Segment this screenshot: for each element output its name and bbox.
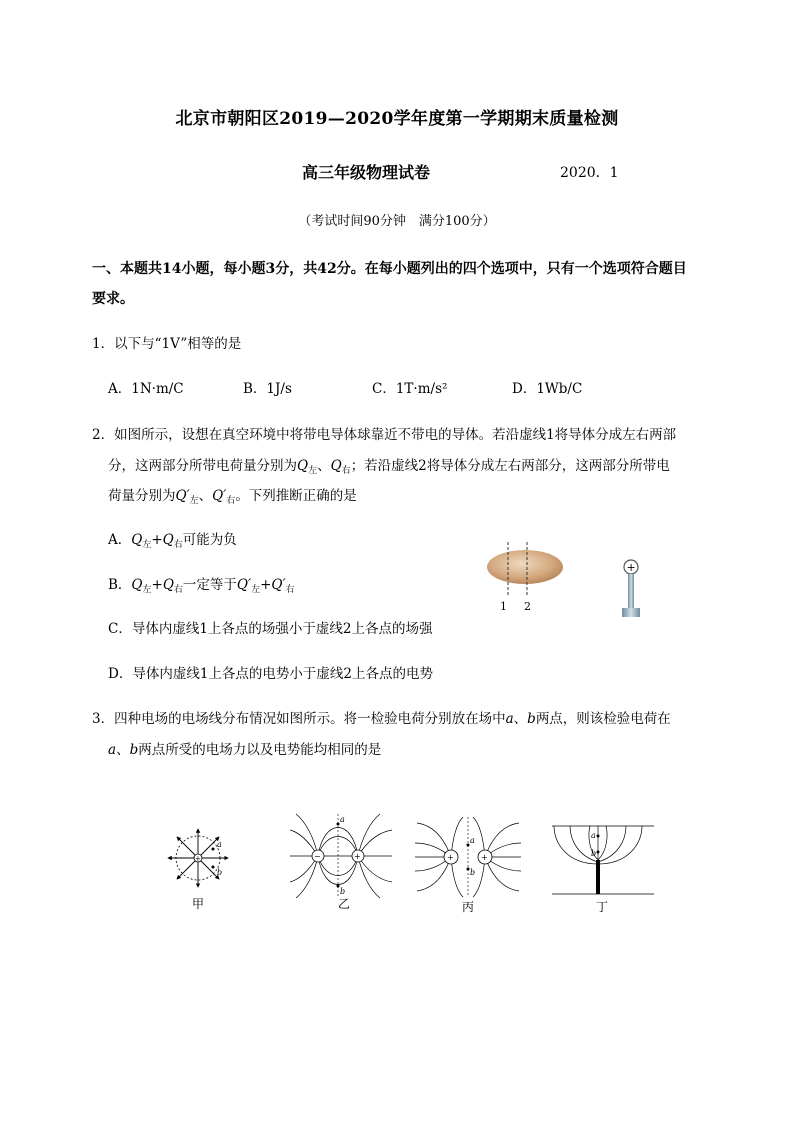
exam-info: （考试时间90分钟 满分100分） xyxy=(298,214,496,229)
field-figure-ding xyxy=(548,820,658,900)
dashed-line-2-label: 2 xyxy=(524,600,531,613)
svg-text:b: b xyxy=(340,887,346,896)
caption-jia: 甲 xyxy=(192,897,205,911)
q2-option-d: D．导体内虚线1上各点的电势小于虚线2上各点的电势 xyxy=(108,666,434,682)
svg-text:a: a xyxy=(591,831,596,840)
dashed-line-1-label: 1 xyxy=(500,600,507,613)
svg-text:+: + xyxy=(195,855,201,863)
field-figure-bing xyxy=(413,815,523,900)
q3-line1: 3．四种电场的电场线分布情况如图所示。将一检验电荷分别放在场中a、b两点，则该检验电荷在 xyxy=(92,711,671,727)
sphere-charge-sign: + xyxy=(626,561,636,574)
q2-option-a: A．$Q_左+Q_右$可能为负 xyxy=(108,532,237,550)
q1-option-d: D．1Wb/C xyxy=(512,381,583,397)
field-figure-jia xyxy=(162,825,242,895)
exam-title: 北京市朝阳区2019—2020学年度第一学期期末质量检测 xyxy=(175,109,619,129)
svg-text:a: a xyxy=(470,836,475,845)
svg-text:b: b xyxy=(217,868,223,877)
q2-line1: 2．如图所示，设想在真空环境中将带电导体球靠近不带电的导体。若沿虚线1将导体分成左右两部 xyxy=(92,427,677,443)
exam-date: 2020．1 xyxy=(560,165,619,181)
field-figure-yi xyxy=(288,810,398,900)
insulating-stand xyxy=(628,574,634,608)
caption-bing: 丙 xyxy=(462,900,475,914)
section1-line1: 一、本题共14小题，每小题3分，共42分。在每小题列出的四个选项中，只有一个选项符合题目 xyxy=(92,261,687,277)
svg-text:a: a xyxy=(340,815,345,824)
q1-option-c: C．1T·m/s² xyxy=(372,381,448,397)
svg-text:+: + xyxy=(447,853,454,862)
caption-ding: 丁 xyxy=(596,900,609,914)
caption-yi: 乙 xyxy=(338,897,351,911)
q1-stem: 1．以下与“1V”相等的是 xyxy=(92,336,242,352)
q2-line3: 荷量分别为$Q'_左$、$Q'_右$。下列推断正确的是 xyxy=(108,488,357,506)
q1-option-a: A．1N·m/C xyxy=(108,381,184,397)
q2-figure xyxy=(480,540,660,630)
conductor-body xyxy=(487,550,563,584)
svg-text:+: + xyxy=(481,853,488,862)
q2-option-c: C．导体内虚线1上各点的场强小于虚线2上各点的场强 xyxy=(108,621,433,637)
svg-text:−: − xyxy=(314,852,321,861)
exam-subtitle: 高三年级物理试卷 xyxy=(302,163,431,182)
q3-line2: a、b两点所受的电场力以及电势能均相同的是 xyxy=(108,742,382,758)
stand-base xyxy=(622,608,640,617)
svg-text:a: a xyxy=(217,840,222,849)
q1-option-b: B．1J/s xyxy=(243,381,292,397)
svg-text:b: b xyxy=(470,868,476,877)
svg-text:b: b xyxy=(591,849,597,858)
q2-option-b: B．$Q_左+Q_右$一定等于$Q'_左+Q'_右$ xyxy=(108,577,295,595)
section1-line2: 要求。 xyxy=(92,291,134,307)
q2-line2: 分，这两部分所带电荷量分别为$Q_左$、$Q_右$；若沿虚线2将导体分成左右两部分，这两部分所带电 xyxy=(108,458,670,476)
svg-text:+: + xyxy=(354,852,361,861)
